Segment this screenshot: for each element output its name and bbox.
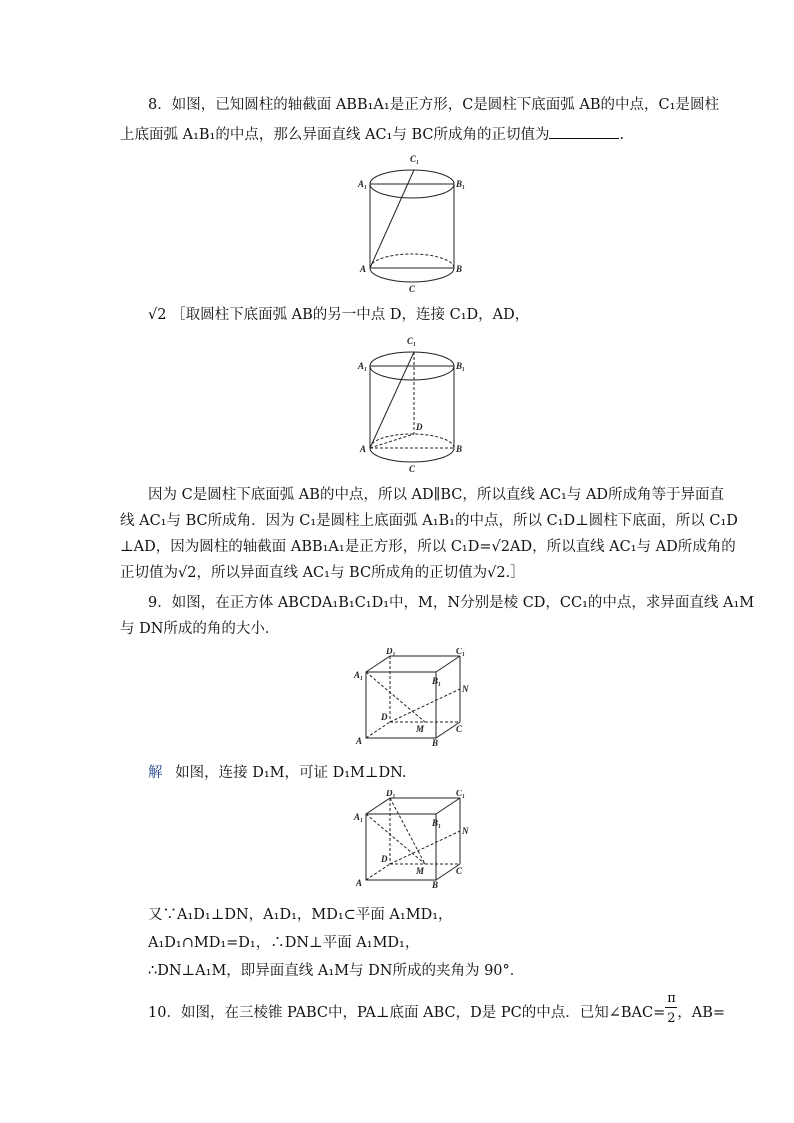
fraction-pi-over-2 — [665, 991, 677, 1026]
cylinder-figure-2 — [356, 332, 466, 474]
edge-B1C1 — [436, 656, 460, 672]
label-C1: C₁ — [410, 154, 420, 164]
edge-A1D1 — [366, 798, 390, 814]
cylinder-figure-1 — [356, 152, 466, 294]
label-C: C — [409, 464, 416, 474]
front-face — [366, 814, 436, 880]
label-A1: A₁ — [354, 670, 364, 680]
segment-D1M — [390, 798, 425, 864]
label-B: B — [456, 264, 463, 274]
q8-text-line-2-main: 上底面弧 A₁B₁的中点，那么异面直线 AC₁与 BC所成角的正切值为 — [120, 127, 550, 143]
label-A1: A₁ — [358, 361, 368, 371]
q8-period: . — [619, 127, 625, 143]
label-C1: C₁ — [456, 648, 466, 656]
label-A: A — [356, 736, 363, 746]
fraction-numerator: π — [667, 991, 676, 1006]
label-M: M — [416, 724, 425, 734]
q9-text-line-1: 9．如图，在正方体 ABCDA₁B₁C₁D₁中，M，N分别是棱 CD，CC₁的中点，求异面直线 A₁M — [148, 595, 755, 611]
label-A: A — [356, 878, 363, 888]
q9-text-line-2: 与 DN所成的角的大小． — [120, 621, 280, 637]
label-A1: A₁ — [358, 179, 368, 189]
segment-DN — [390, 831, 460, 864]
label-D: D — [381, 712, 388, 722]
bottom-back-arc — [370, 254, 454, 268]
segment-A1M — [366, 672, 425, 722]
label-A: A — [360, 264, 367, 274]
answer-blank — [549, 126, 619, 139]
label-B1: B₁ — [456, 361, 466, 371]
fraction-bar — [665, 1007, 677, 1008]
a8-line-1: 因为 C是圆柱下底面弧 AB的中点，所以 AD∥BC，所以直线 AC₁与 AD所成角等于异面直 — [148, 487, 725, 503]
label-N: N — [462, 684, 469, 694]
q8-text-line-2 — [120, 126, 624, 144]
label-N: N — [462, 826, 469, 836]
label-B1: B₁ — [432, 818, 442, 828]
a8-line-3: ⊥AD，因为圆柱的轴截面 ABB₁A₁是正方形，所以 C₁D=√2AD，所以直线 AC₁与 AD所成角的 — [120, 539, 736, 555]
cube-figure-2 — [352, 790, 472, 890]
front-face — [366, 672, 436, 738]
segment-DN — [390, 689, 460, 722]
cube-figure-1 — [352, 648, 472, 748]
label-M: M — [416, 866, 425, 876]
bottom-front-arc — [370, 268, 454, 282]
q8-text-line-1: 8．如图，已知圆柱的轴截面 ABB₁A₁是正方形，C是圆柱下底面弧 AB的中点，C₁是圆柱 — [148, 97, 719, 113]
a9-line-2: A₁D₁∩MD₁=D₁，∴DN⊥平面 A₁MD₁， — [148, 935, 420, 951]
q10-text-tail: ，AB= — [677, 1005, 725, 1021]
a8-line-2: 线 AC₁与 BC所成角．因为 C₁是圆柱上底面弧 A₁B₁的中点，所以 C₁D⊥圆柱下底面，所以 C₁D — [120, 513, 738, 529]
label-B: B — [456, 444, 463, 454]
a8-line-4: 正切值为√2，所以异面直线 AC₁与 BC所成角的正切值为√2.］ — [120, 565, 525, 581]
label-C1: C₁ — [456, 790, 466, 798]
edge-AD — [366, 864, 390, 880]
label-B: B — [432, 738, 439, 748]
label-D: D — [381, 854, 388, 864]
edge-A1D1 — [366, 656, 390, 672]
label-A: A — [360, 444, 367, 454]
label-C: C — [456, 866, 463, 876]
label-C: C — [456, 724, 463, 734]
label-C1: C₁ — [407, 336, 417, 346]
a9-head-text: 如图，连接 D₁M，可证 D₁M⊥DN. — [175, 765, 407, 781]
bottom-back-arc — [370, 434, 454, 448]
a8-head: √2 ［取圆柱下底面弧 AB的另一中点 D，连接 C₁D，AD， — [148, 307, 530, 323]
fraction-denominator: 2 — [667, 1011, 676, 1026]
edge-B1C1 — [436, 798, 460, 814]
segment-A1M — [366, 814, 425, 864]
bottom-front-arc — [370, 448, 454, 462]
a9-line-3: ∴DN⊥A₁M，即异面直线 A₁M与 DN所成的夹角为 90°． — [148, 963, 525, 979]
label-C: C — [409, 284, 416, 294]
q10-text-line-1 — [148, 991, 725, 1026]
label-D: D — [416, 422, 423, 432]
a9-line-1: 又∵A₁D₁⊥DN，A₁D₁，MD₁⊂平面 A₁MD₁， — [148, 907, 453, 923]
label-D1: D₁ — [386, 648, 396, 656]
label-A1: A₁ — [354, 812, 364, 822]
label-D1: D₁ — [386, 790, 396, 798]
a9-head — [148, 764, 407, 782]
edge-AD — [366, 722, 390, 738]
label-B: B — [432, 880, 439, 890]
label-B1: B₁ — [432, 676, 442, 686]
label-B1: B₁ — [456, 179, 466, 189]
q10-text-main: 10．如图，在三棱锥 PABC中，PA⊥底面 ABC，D是 PC的中点．已知∠BAC= — [148, 1005, 666, 1021]
solution-keyword: 解 — [148, 765, 163, 781]
segment-AC1 — [370, 170, 414, 268]
